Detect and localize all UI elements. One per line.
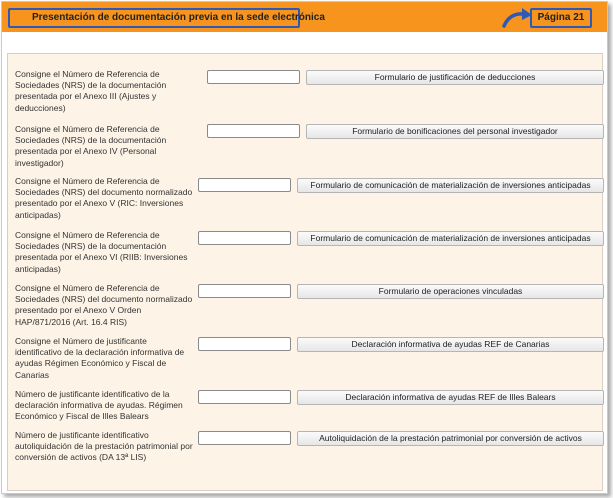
form-content bbox=[7, 53, 603, 491]
justificante-illes-balears-input[interactable] bbox=[198, 390, 291, 404]
deducciones-form-button[interactable]: Formulario de justificación de deducciones bbox=[306, 70, 604, 85]
row-label: Consigne el Número de Referencia de Sociedades (NRS) de la documentación presentada por el Anexo IV (Personal investigador) bbox=[15, 124, 167, 168]
ric-inversiones-form-button[interactable]: Formulario de comunicación de materialización de inversiones anticipadas bbox=[297, 178, 604, 193]
nrs-anexo-vi-riib-input[interactable] bbox=[198, 231, 291, 245]
form-window bbox=[1, 1, 608, 494]
header-gap bbox=[2, 32, 607, 53]
row-label: Número de justificante identificativo de la declaración informativa de ayudas. Régimen Económico y Fiscal de Illes Balears bbox=[15, 389, 183, 422]
nrs-anexo-iv-input[interactable] bbox=[207, 124, 300, 138]
row-label: Número de justificante identificativo autoliquidación de la prestación patrimonial por conversión de activos (DA 13ª LIS) bbox=[15, 430, 193, 463]
row-label: Consigne el Número de justificante identificativo de la declaración informativa de ayudas Régimen Económico y Fiscal de Canarias bbox=[15, 336, 185, 380]
row-label: Consigne el Número de Referencia de Sociedades (NRS) de la documentación presentada por el Anexo VI (RIIB: Inversiones anticipadas) bbox=[15, 230, 188, 274]
justificante-conversion-activos-input[interactable] bbox=[198, 431, 291, 445]
bonificaciones-form-button[interactable]: Formulario de bonificaciones del personal investigador bbox=[306, 124, 604, 139]
section-title: Presentación de documentación previa en la sede electrónica bbox=[8, 8, 300, 28]
nrs-operaciones-vinculadas-input[interactable] bbox=[198, 284, 291, 298]
ref-canarias-button[interactable]: Declaración informativa de ayudas REF de Canarias bbox=[297, 337, 604, 352]
row-label: Consigne el Número de Referencia de Sociedades (NRS) de la documentación presentada por el Anexo III (Ajustes y deducciones) bbox=[15, 69, 167, 113]
page-number: Página 21 bbox=[530, 8, 592, 28]
header-bar bbox=[2, 2, 607, 32]
riib-inversiones-form-button[interactable]: Formulario de comunicación de materialización de inversiones anticipadas bbox=[297, 231, 604, 246]
nrs-anexo-v-ric-input[interactable] bbox=[198, 178, 291, 192]
justificante-canarias-input[interactable] bbox=[198, 337, 291, 351]
operaciones-vinculadas-form-button[interactable]: Formulario de operaciones vinculadas bbox=[297, 284, 604, 299]
nrs-anexo-iii-input[interactable] bbox=[207, 70, 300, 84]
row-label: Consigne el Número de Referencia de Sociedades (NRS) del documento normalizado presentado por el Anexo V Orden HAP/871/2016 (Art. 16.4 RIS) bbox=[15, 283, 193, 327]
conversion-activos-button[interactable]: Autoliquidación de la prestación patrimonial por conversión de activos bbox=[297, 431, 604, 446]
row-label: Consigne el Número de Referencia de Sociedades (NRS) del documento normalizado presentado por el Anexo V (RIC: Inversiones anticipadas) bbox=[15, 176, 193, 220]
ref-illes-balears-button[interactable]: Declaración informativa de ayudas REF de Illes Balears bbox=[297, 390, 604, 405]
